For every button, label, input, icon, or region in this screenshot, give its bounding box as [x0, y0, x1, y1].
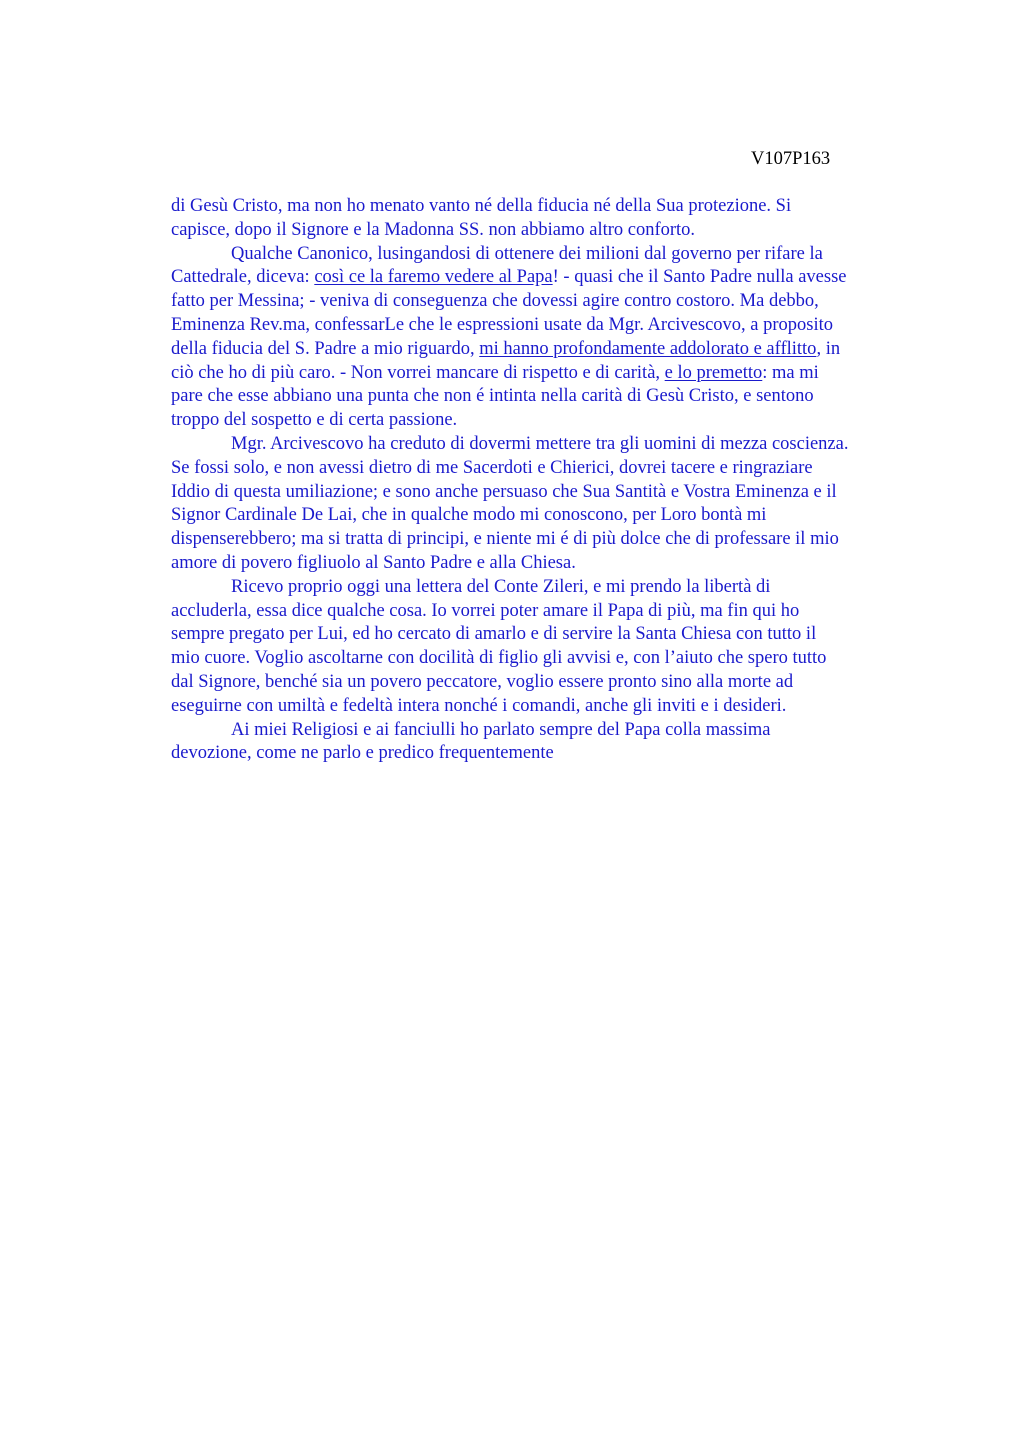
text-segment: troppo del sospetto e di certa passione. — [171, 410, 458, 431]
text-segment: dal Signore, benché sia un povero peccatore, voglio essere pronto sino alla morte ad — [171, 671, 794, 692]
text-segment: di Gesù Cristo, ma non ho menato vanto né della fiducia né della Sua protezione. Si — [171, 196, 792, 216]
text-segment: amore di povero figliuolo al Santo Padre e alla Chiesa. — [171, 552, 576, 573]
text-segment: Ricevo proprio oggi una lettera del Conte Zileri, e mi prendo la libertà di — [231, 576, 771, 597]
text-line — [171, 528, 931, 552]
text-segment: pare che esse abbiano una punta che non é intinta nella carità di Gesù Cristo, e sentono — [171, 386, 814, 407]
text-segment: ciò che ho di più caro. - Non vorrei mancare di rispetto e di carità, — [171, 362, 665, 383]
text-line — [171, 671, 931, 695]
text-segment: dispenserebbero; ma si tratta di principi, e niente mi é di più dolce che di professare il mio — [171, 529, 839, 550]
text-segment: Signor Cardinale De Lai, che in qualche modo mi conoscono, per Loro bontà mi — [171, 505, 767, 526]
text-line — [171, 742, 931, 766]
text-line — [171, 338, 931, 362]
underlined-phrase: e lo premetto — [664, 362, 763, 383]
text-line — [171, 457, 931, 481]
page-reference: V107P163 — [751, 149, 831, 169]
text-segment: capisce, dopo il Signore e la Madonna SS. non abbiamo altro conforto. — [171, 219, 696, 240]
text-segment: accluderla, essa dice qualche cosa. Io vorrei poter amare il Papa di più, ma fin qui ho — [171, 600, 800, 621]
text-segment: Eminenza Rev.ma, confessarLe che le espressioni usate da Mgr. Arcivescovo, a proposito — [171, 314, 834, 335]
underlined-phrase: mi hanno profondamente addolorato e afflitto — [479, 338, 817, 359]
text-segment: sempre pregato per Lui, ed ho cercato di amarlo e di servire la Santa Chiesa con tutto il — [171, 624, 817, 645]
text-line — [171, 719, 931, 743]
text-line — [171, 600, 931, 624]
text-segment: Iddio di questa umiliazione; e sono anche persuaso che Sua Santità e Vostra Eminenza e il — [171, 481, 837, 502]
text-line — [171, 576, 931, 600]
text-line — [171, 409, 931, 433]
text-line — [171, 647, 931, 671]
text-segment: fatto per Messina; - veniva di conseguenza che dovessi agire contro costoro. Ma debbo, — [171, 291, 819, 312]
letter-body — [171, 195, 931, 766]
text-segment: Se fossi solo, e non avessi dietro di me Sacerdoti e Chierici, dovrei tacere e ringraziare — [171, 457, 813, 478]
text-segment: Cattedrale, diceva: — [171, 267, 315, 288]
text-segment: della fiducia del S. Padre a mio riguardo, — [171, 338, 480, 359]
text-line — [171, 695, 931, 719]
text-segment: mio cuore. Voglio ascoltarne con docilità di figlio gli avvisi e, con l’aiuto che spero tutto — [171, 648, 827, 669]
text-line — [171, 219, 931, 243]
text-line — [171, 385, 931, 409]
text-line — [171, 362, 931, 386]
text-segment: Qualche Canonico, lusingandosi di ottenere dei milioni dal governo per rifare la — [231, 243, 823, 264]
underlined-phrase: così ce la faremo vedere al Papa — [314, 267, 553, 288]
text-line — [171, 290, 931, 314]
text-segment: : ma mi — [762, 362, 819, 383]
text-line — [171, 266, 931, 290]
text-segment: Ai miei Religiosi e ai fanciulli ho parlato sempre del Papa colla massima — [231, 719, 771, 740]
text-segment: ! - quasi che il Santo Padre nulla avesse — [552, 267, 847, 288]
text-segment: Mgr. Arcivescovo ha creduto di dovermi mettere tra gli uomini di mezza coscienza. — [231, 433, 849, 454]
text-line — [171, 243, 931, 267]
text-line — [171, 623, 931, 647]
text-line — [171, 481, 931, 505]
text-line — [171, 552, 931, 576]
text-segment: devozione, come ne parlo e predico frequentemente — [171, 743, 554, 764]
text-segment: , in — [816, 338, 841, 359]
text-segment: eseguirne con umiltà e fedeltà intera nonché i comandi, anche gli inviti e i desideri. — [171, 695, 787, 716]
text-line — [171, 433, 931, 457]
text-line — [171, 504, 931, 528]
text-line — [171, 195, 931, 219]
text-line — [171, 314, 931, 338]
